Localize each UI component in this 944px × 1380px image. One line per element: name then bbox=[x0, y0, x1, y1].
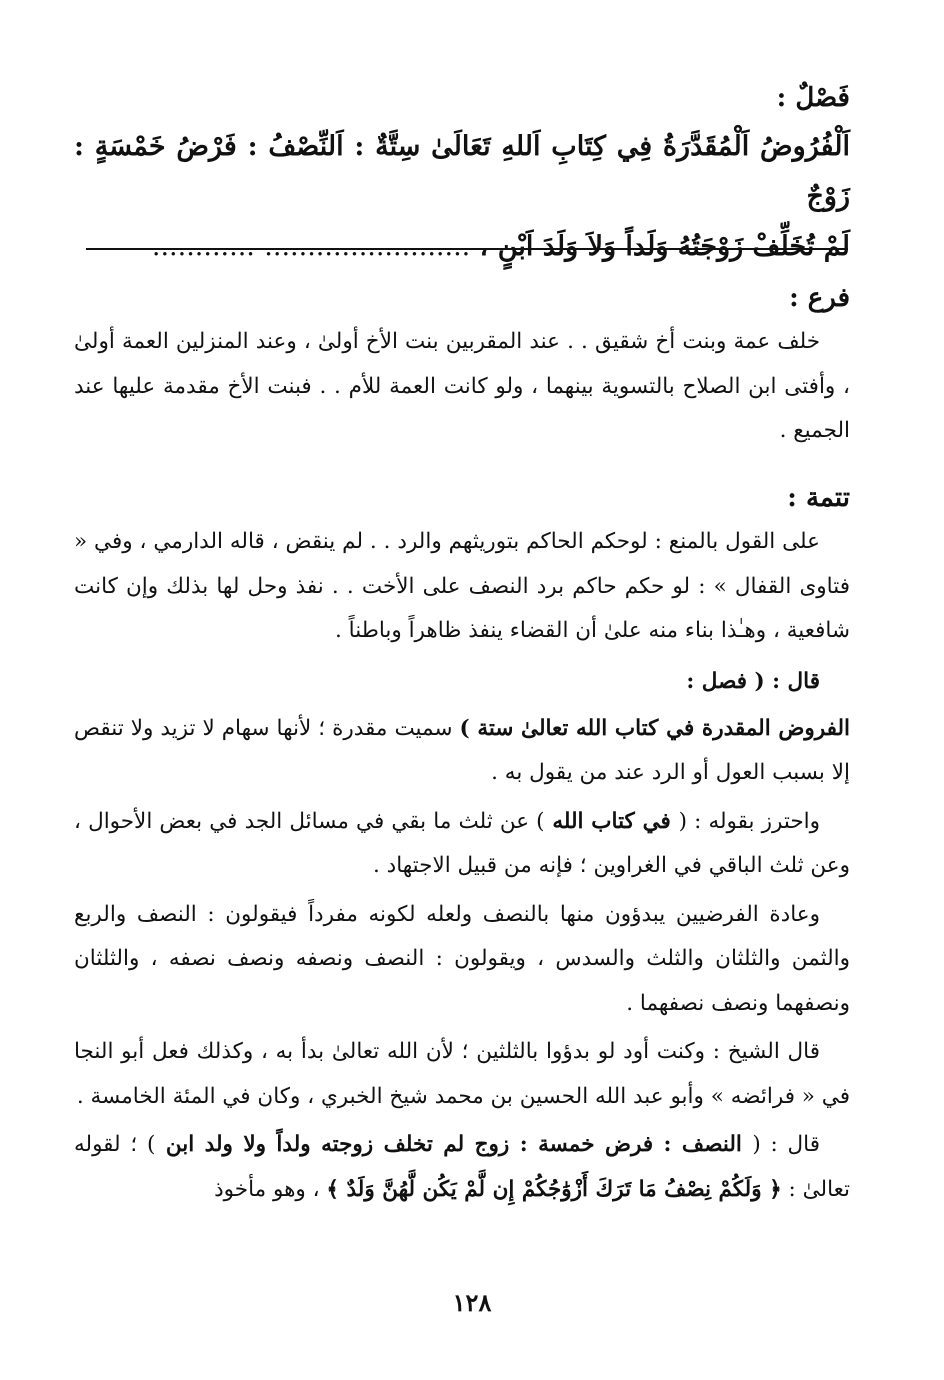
far-paragraph: خلف عمة وبنت أخ شقيق . . عند المقربين بنت الأخ أولىٰ ، وعند المنزلين العمة أولىٰ ، وأفتى ابن الصلاح بالتسوية بينهما ، ولو كانت العمة للأم . . فبنت الأخ مقدمة عليها عند الجميع . bbox=[74, 329, 850, 443]
horizontal-divider bbox=[86, 248, 848, 250]
sharh-paragraph-4: قال الشيخ : وكنت أود لو بدؤوا بالثلثين ؛ لأن الله تعالىٰ بدأ به ، وكذلك فعل أبو النجا في « فرائضه » وأبو عبد الله الحسين بن محمد شيخ الخبري ، وكان في المئة الخامسة . bbox=[74, 1039, 850, 1109]
tatimma-heading: تتمة : bbox=[787, 483, 850, 513]
sharh-paragraph-5 bbox=[74, 1123, 850, 1212]
quran-verse: ﴿ وَلَكُمْ نِصْفُ مَا تَرَكَ أَزْوَٰجُكُمْ إِن لَّمْ يَكُن لَّهُنَّ وَلَدٌ ﴾ bbox=[326, 1176, 782, 1202]
sharh-paragraph-2 bbox=[74, 800, 850, 889]
matn-heading: فَصْلٌ : bbox=[776, 83, 850, 113]
matn-dots-1: ........................ bbox=[264, 231, 471, 262]
p5-a: قال : ( bbox=[752, 1132, 820, 1157]
far-section bbox=[74, 278, 850, 454]
matn-line-2 bbox=[74, 222, 850, 272]
p2-bold: في كتاب الله bbox=[544, 808, 679, 834]
far-heading: فرع : bbox=[789, 283, 850, 313]
p5-bold: النصف : فرض خمسة : زوج لم تخلف زوجته ولداً ولا ولد ابن bbox=[155, 1132, 753, 1157]
tatimma-section bbox=[74, 478, 850, 654]
p2-b: ) عن ثلث ما بقي في مسائل الجد في بعض الأحوال ، وعن ثلث الباقي في الغراوين ؛ فإنه من قبيل الاجتهاد . bbox=[74, 808, 850, 878]
p1-rest: سميت مقدرة ؛ لأنها سهام لا تزيد ولا تنقص إلا بسبب العول أو الرد عند من يقول به . bbox=[74, 715, 850, 785]
sharh-paragraph-1 bbox=[74, 707, 850, 796]
p2-a: واحترز بقوله : ( bbox=[678, 808, 821, 834]
sharh-section bbox=[74, 660, 850, 1212]
matn-line-1: اَلْفُرُوضُ اَلْمُقَدَّرَةُ فِي كِتَابِ اَللهِ تَعَالَىٰ سِتَّةٌ : اَلنِّصْفُ : فَرْضُ خَمْسَةٍ : زَوْجٌ bbox=[74, 131, 850, 212]
p5-b: ) ؛ لقوله تعالىٰ : bbox=[74, 1132, 850, 1202]
page-number: ١٢٨ bbox=[452, 1288, 492, 1317]
matn-line-2-text: لَمْ تُخَلِّفْ زَوْجَتُهُ وَلَداً وَلاَ وَلَدَ اَبْنٍ ، bbox=[479, 231, 850, 262]
p5-c: ، وهو مأخوذ bbox=[214, 1176, 327, 1202]
sharh-paragraph-3: وعادة الفرضيين يبدؤون منها بالنصف ولعله لكونه مفرداً فيقولون : النصف والربع والثمن والثلثان والثلث والسدس ، ويقولون : النصف ونصفه ونصف نصفه ، والثلثان ونصفهما ونصف نصفهما . bbox=[74, 901, 850, 1016]
p1-bold: الفروض المقدرة في كتاب الله تعالىٰ ستة ) bbox=[459, 715, 850, 741]
sharh-qala: قال : ( فصل : bbox=[686, 669, 820, 694]
matn-dots-2: ............ bbox=[151, 231, 255, 262]
tatimma-paragraph: على القول بالمنع : لوحكم الحاكم بتوريثهم والرد . . لم ينقض ، قاله الدارمي ، وفي « فتاوى القفال » : لو حكم حاكم برد النصف على الأخت . . نفذ وحل لها بذلك وإن كانت شافعية ، وهـٰذا بناء منه علىٰ أن القضاء ينفذ ظاهراً وباطناً . bbox=[74, 529, 850, 643]
matn-section bbox=[74, 78, 850, 272]
